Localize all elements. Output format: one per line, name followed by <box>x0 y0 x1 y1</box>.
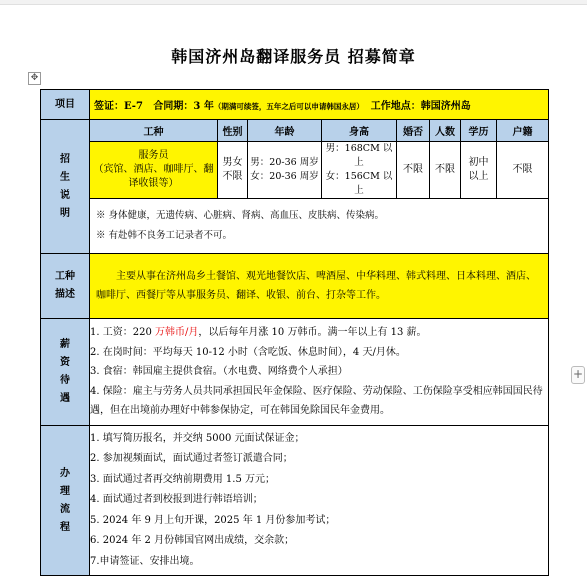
process-label: 办 理 流 程 <box>41 426 90 576</box>
project-info <box>90 90 549 120</box>
process-step-3: 3. 面试通过者再交纳前期费用 1.5 万元； <box>90 473 275 485</box>
salary-row <box>41 319 549 426</box>
marital-value: 不限 <box>397 142 430 199</box>
header-education: 学历 <box>461 120 497 142</box>
age-value: 男：20-36 周岁 女：20-36 周岁 <box>248 142 322 199</box>
header-age: 年龄 <box>248 120 322 142</box>
header-height: 身高 <box>322 120 397 142</box>
process-step-4: 4. 面试通过者到校报到进行韩语培训； <box>90 494 263 506</box>
requirements-value-row <box>41 142 549 199</box>
requirements-header-row <box>41 120 549 142</box>
recruitment-table <box>40 89 549 576</box>
salary-item-2: 2. 在岗时间：平均每天 10-12 小时（含吃饭、休息时间），4 天/月休。 <box>90 346 406 358</box>
salary-item-3: 3. 食宿：韩国雇主提供食宿。（水电费、网络费个人承担） <box>90 366 348 378</box>
salary-content <box>90 319 549 426</box>
process-row <box>41 426 549 576</box>
table-move-handle-icon[interactable]: ✥ <box>28 72 41 85</box>
page-top-edge <box>0 0 587 5</box>
location-text: 工作地点：韩国济州岛 <box>370 101 471 112</box>
salary-label: 薪 资 待 遇 <box>41 319 90 426</box>
job-desc-text: 主要从事在济州岛乡土餐馆、观光地餐饮店、啤酒屋、中华料理、韩式料理、日本料理、酒店、咖啡厅、西餐厅等从事服务员、翻译、收银、前台、打杂等工作。 <box>90 254 549 319</box>
requirements-label: 招 生 说 明 <box>41 120 90 254</box>
job-value: 服务员 （宾馆、酒店、咖啡厅、翻译收银等） <box>90 142 218 199</box>
process-step-7: 7.申请签证、安排出境。 <box>90 555 200 567</box>
height-value: 男：168CM 以上 女：156CM 以上 <box>322 142 397 199</box>
header-marital: 婚否 <box>397 120 430 142</box>
health-note: ※ 身体健康，无遗传病、心脏病、肾病、高血压、皮肤病、传染病。 <box>96 210 385 221</box>
headcount-value: 不限 <box>430 142 461 199</box>
job-desc-label: 工种 描述 <box>41 254 90 319</box>
process-step-1: 1. 填写简历报名，并交纳 5000 元面试保证金； <box>90 432 305 444</box>
household-value: 不限 <box>497 142 549 199</box>
process-step-2: 2. 参加视频面试，面试通过者签订派遣合同； <box>90 453 293 465</box>
record-note: ※ 有赴韩不良务工记录者不可。 <box>96 230 233 241</box>
document-title: 韩国济州岛翻译服务员 招募简章 <box>171 47 416 66</box>
salary-amount-unit: 万韩币/月 <box>155 327 199 339</box>
visa-text: 签证：E-7 <box>94 101 143 112</box>
header-headcount: 人数 <box>430 120 461 142</box>
process-content <box>90 426 549 576</box>
salary-item-4: 4. 保险：雇主与劳务人员共同承担国民年金保险、医疗保险、劳动保险、工伤保险享受相应韩国国民待遇，但在出境前办理好中韩参保协定，可在韩国免除国民年金费用。 <box>90 385 543 417</box>
job-desc-row <box>41 254 549 319</box>
project-row <box>41 90 549 120</box>
process-step-6: 6. 2024 年 2 月份韩国官网出成绩，交余款； <box>90 535 295 547</box>
project-label: 项目 <box>41 90 90 120</box>
education-value: 初中 以上 <box>461 142 497 199</box>
header-gender: 性别 <box>218 120 248 142</box>
contract-note: （期满可续签，五年之后可以申请韩国永居） <box>213 102 364 111</box>
contract-text: 合同期：3 年 <box>153 101 214 112</box>
process-step-5: 5. 2024 年 9 月上旬开课，2025 年 1 月份参加考试； <box>90 514 336 526</box>
gender-value: 男女 不限 <box>218 142 248 199</box>
salary-item-1: 1. 工资：220 万韩币/月，以后每年月涨 10 万韩币。满一年以上有 13 薪。 <box>90 327 427 339</box>
requirements-notes-row <box>41 199 549 254</box>
add-column-button[interactable]: + <box>571 366 585 384</box>
header-job: 工种 <box>90 120 218 142</box>
header-household: 户籍 <box>497 120 549 142</box>
requirements-notes <box>90 199 549 254</box>
